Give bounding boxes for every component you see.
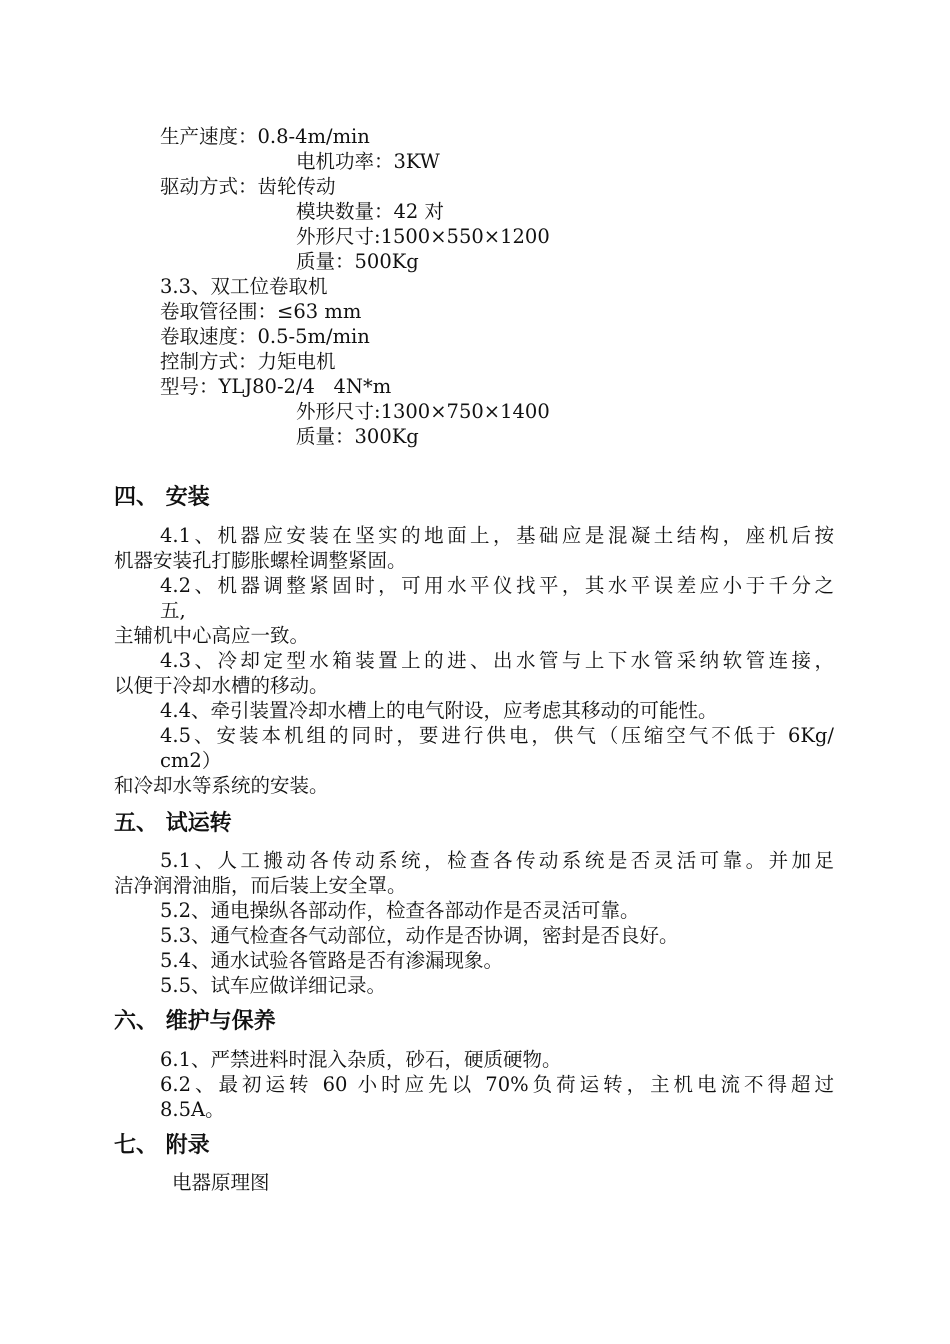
section4-p2-line3: 主辅机中心高应一致。 [114, 624, 310, 647]
section4-p2-line1: 4.2、机器调整紧固时，可用水平仪找平，其水平误差应小于千分之 [160, 574, 834, 597]
section6-p1: 6.1、严禁进料时混入杂质，砂石，硬质硬物。 [160, 1048, 562, 1071]
section4-p5-line3: 和冷却水等系统的安装。 [114, 774, 329, 797]
section4-p5-line1: 4.5、安装本机组的同时，要进行供电，供气（压缩空气不低于 6Kg/ [160, 724, 834, 747]
section6-p2-line2: 8.5A。 [160, 1098, 225, 1121]
winder-pipe-range: 卷取管径围：≤63 mm [160, 300, 362, 323]
section6-p2-line1: 6.2、最初运转 60 小时应先以 70%负荷运转，主机电流不得超过 [160, 1073, 834, 1096]
section5-heading: 五、 试运转 [114, 811, 232, 836]
section6-heading: 六、 维护与保养 [114, 1009, 276, 1034]
spec-module-count: 模块数量：42 对 [296, 200, 445, 223]
section5-p3: 5.3、通气检查各气动部位，动作是否协调，密封是否良好。 [160, 924, 679, 947]
winder-title: 3.3、双工位卷取机 [160, 275, 328, 298]
spec-speed: 生产速度：0.8-4m/min [160, 125, 370, 148]
section7-item: 电器原理图 [172, 1171, 270, 1194]
section4-p3-line1: 4.3、冷却定型水箱装置上的进、出水管与上下水管采纳软管连接， [160, 649, 834, 672]
winder-mass: 质量：300Kg [296, 425, 419, 448]
section4-p2-line2: 五, [160, 599, 186, 622]
section4-p1-line1: 4.1、机器应安装在坚实的地面上，基础应是混凝土结构，座机后按 [160, 524, 834, 547]
winder-control: 控制方式：力矩电机 [160, 350, 336, 373]
winder-dimensions: 外形尺寸:1300×750×1400 [296, 400, 550, 423]
spec-mass: 质量：500Kg [296, 250, 419, 273]
spec-drive: 驱动方式：齿轮传动 [160, 175, 336, 198]
section5-p5: 5.5、试车应做详细记录。 [160, 974, 387, 997]
section4-heading: 四、 安装 [114, 485, 210, 510]
spec-motor-power: 电机功率：3KW [296, 150, 440, 173]
section5-p1-line2: 洁净润滑油脂，而后装上安全罩。 [114, 874, 407, 897]
section5-p2: 5.2、通电操纵各部动作，检查各部动作是否灵活可靠。 [160, 899, 640, 922]
section4-p5-line2: cm2） [160, 749, 222, 772]
spec-dimensions: 外形尺寸:1500×550×1200 [296, 225, 550, 248]
winder-model: 型号：YLJ80-2/4 4N*m [160, 375, 392, 398]
section4-p4: 4.4、牵引装置冷却水槽上的电气附设，应考虑其移动的可能性。 [160, 699, 718, 722]
section7-heading: 七、 附录 [114, 1133, 210, 1158]
section5-p4: 5.4、通水试验各管路是否有渗漏现象。 [160, 949, 504, 972]
section4-p3-line2: 以便于冷却水槽的移动。 [114, 674, 329, 697]
winder-speed: 卷取速度：0.5-5m/min [160, 325, 370, 348]
section4-p1-line2: 机器安装孔打膨胀螺栓调整紧固。 [114, 549, 407, 572]
section5-p1-line1: 5.1、人工搬动各传动系统，检查各传动系统是否灵活可靠。并加足 [160, 849, 834, 872]
